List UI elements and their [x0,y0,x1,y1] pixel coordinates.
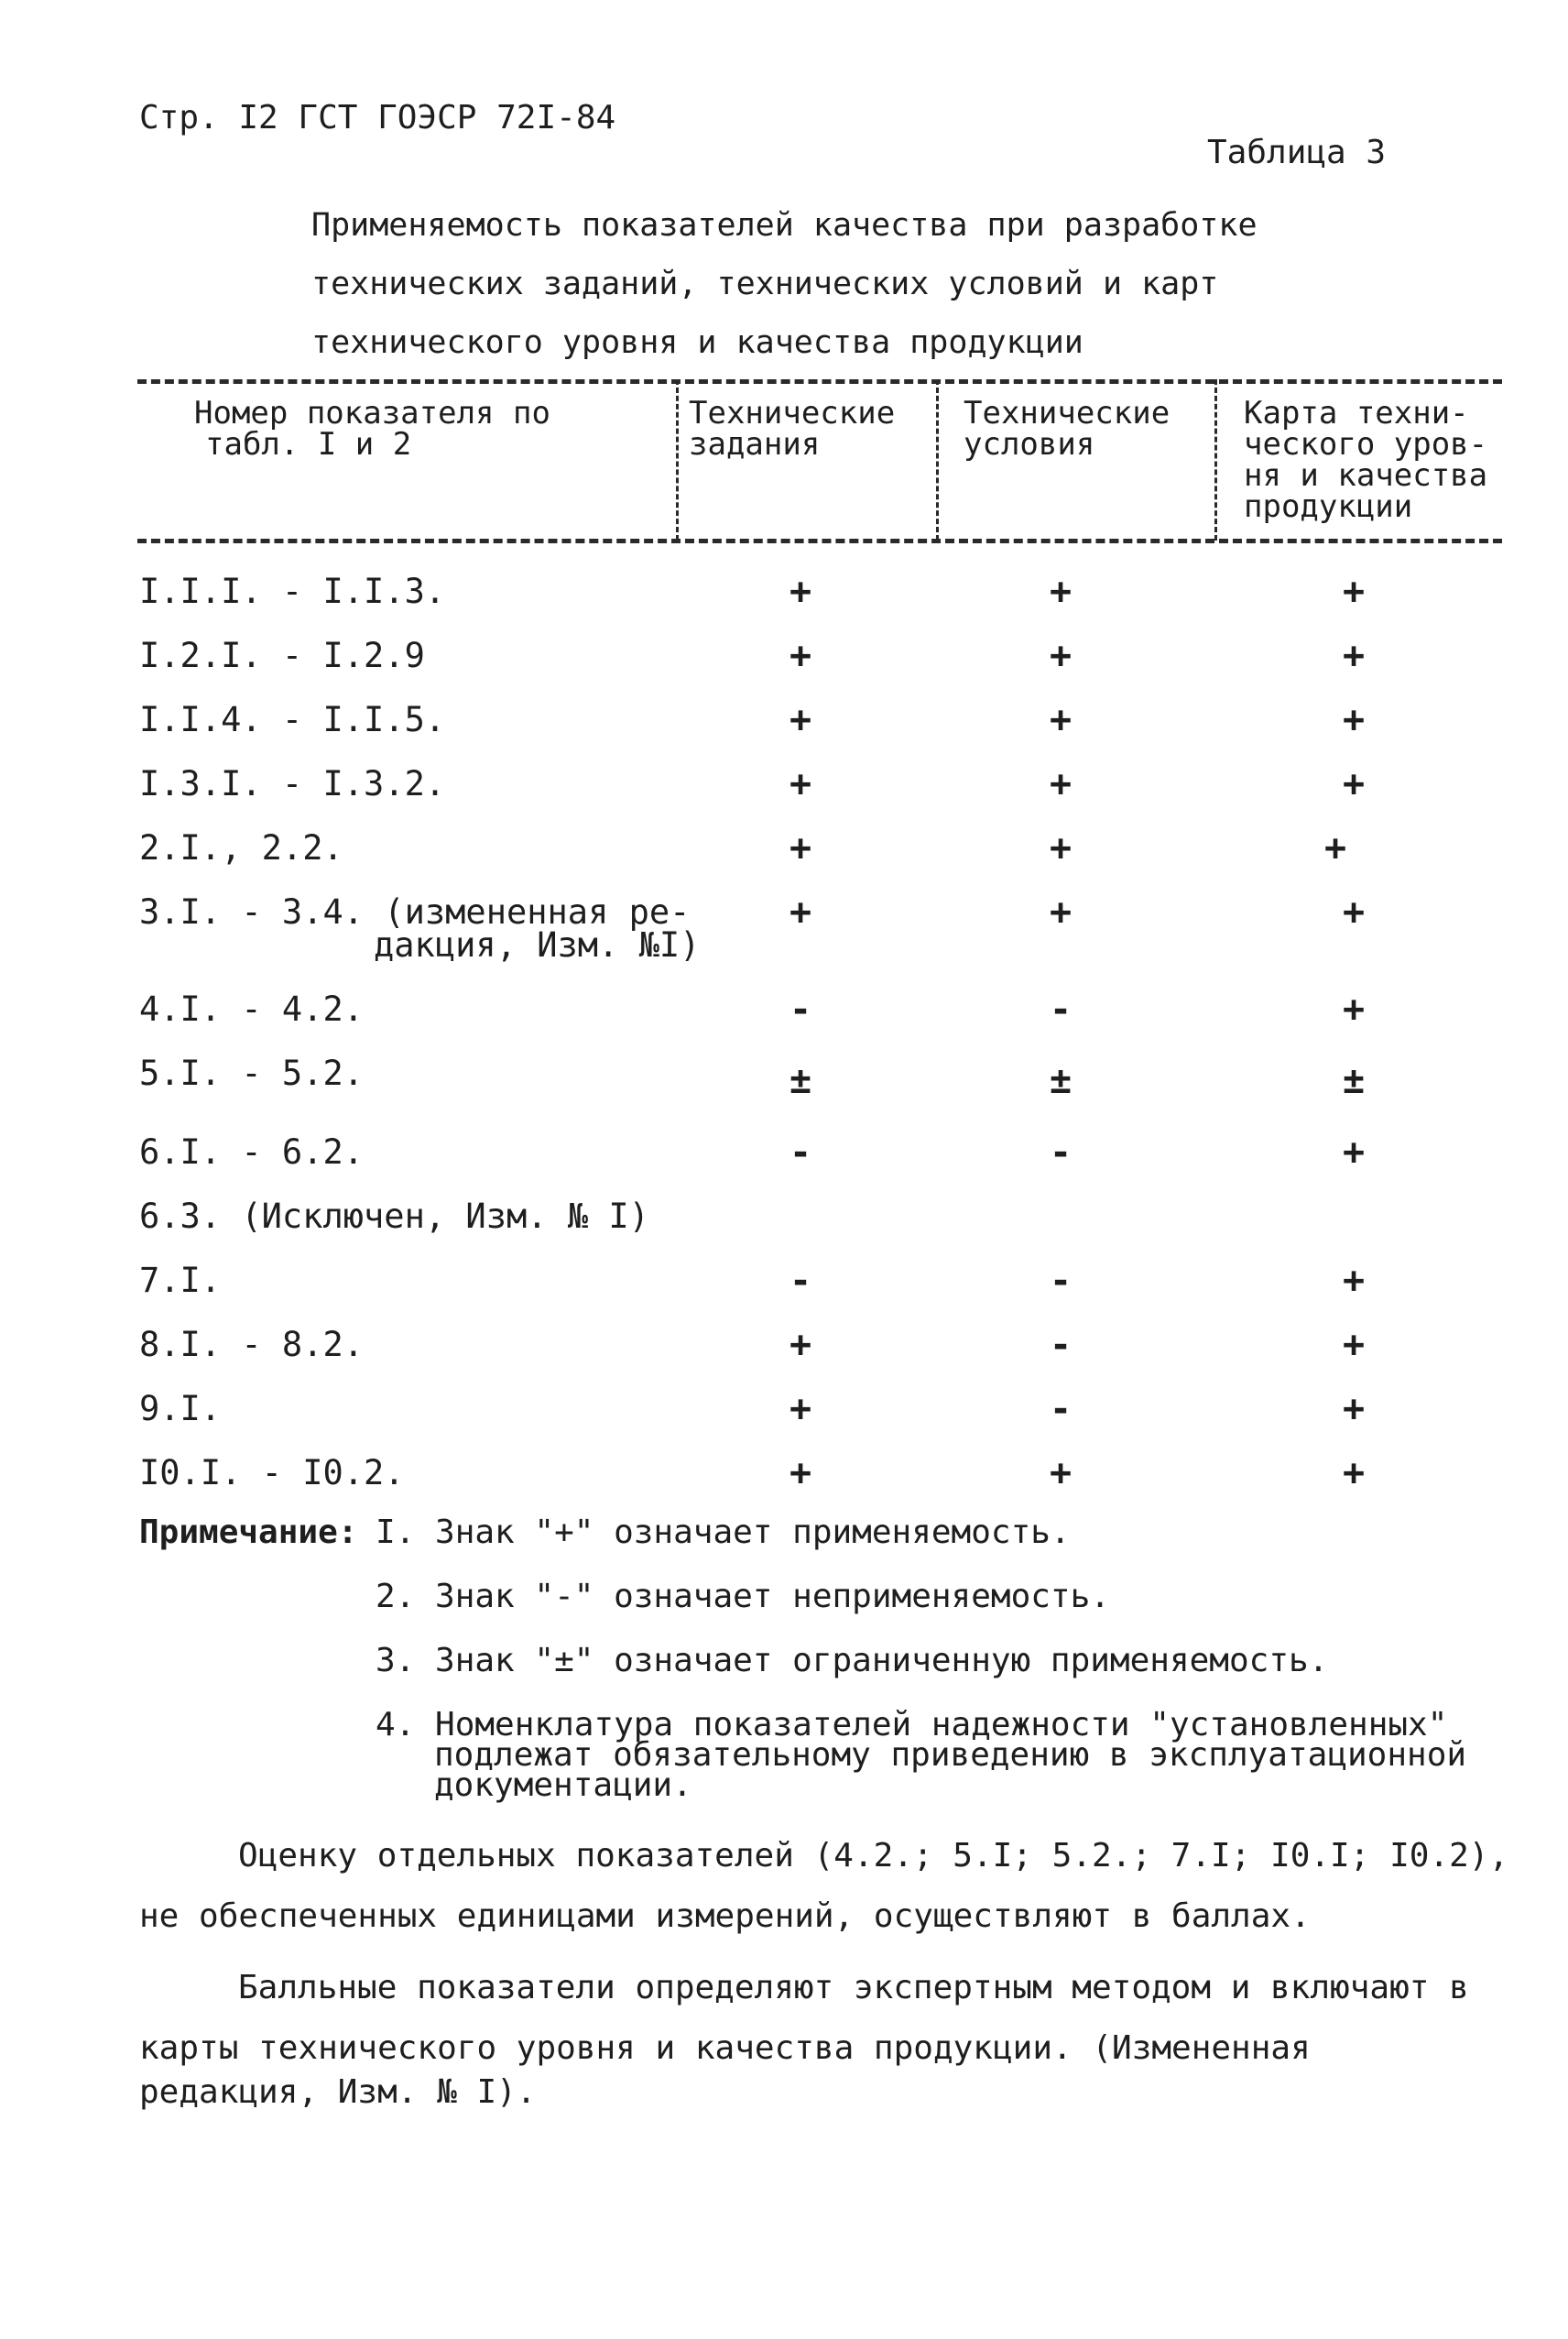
mark-tech-assignments: + [789,1324,812,1366]
mark-tech-conditions: ± [1049,1060,1073,1102]
paragraph-line: не обеспеченных единицами измерений, осуществляют в баллах. [139,1897,1311,1935]
mark-quality-card: + [1342,1324,1366,1366]
mark-quality-card: + [1342,763,1366,805]
mark-tech-conditions: + [1049,571,1073,613]
paragraph-line: Балльные показатели определяют экспертным методом и включают в [238,1969,1469,2006]
row-label: 2.I., 2.2. [139,828,343,868]
note-item: 4. Номенклатура показателей надежности "установленных" [376,1706,1448,1743]
row-label: 8.I. - 8.2. [139,1325,365,1364]
mark-quality-card: ± [1342,1060,1366,1102]
mark-quality-card: + [1342,891,1366,934]
mark-tech-assignments: + [789,891,812,934]
mark-quality-card: + [1342,1388,1366,1430]
caption-line: технического уровня и качества продукции [311,324,1083,361]
caption-line: Применяемость показателей качества при разработке [311,207,1258,244]
note-item: I. Знак "+" означает применяемость. [376,1514,1071,1551]
mark-tech-conditions: - [1049,1324,1073,1366]
mark-tech-assignments: ± [789,1060,812,1102]
row-label: I0.I. - I0.2. [139,1453,405,1492]
page-header: Стр. I2 ГСТ ГОЭСР 72I-84 [139,99,616,137]
row-label: 6.I. - 6.2. [139,1132,365,1172]
mark-tech-assignments: - [789,1131,812,1174]
column-divider [1214,379,1217,541]
mark-tech-conditions: - [1049,989,1073,1031]
row-label: 4.I. - 4.2. [139,989,365,1029]
row-label: I.3.I. - I.3.2. [139,764,446,803]
table-label: Таблица 3 [1207,134,1387,171]
header-technical-conditions: Технические условия [964,395,1171,463]
mark-quality-card: + [1342,635,1366,677]
mark-quality-card: + [1323,827,1347,869]
mark-tech-assignments: - [789,989,812,1031]
mark-tech-conditions: - [1049,1388,1073,1430]
mark-tech-conditions: - [1049,1131,1073,1174]
row-label: 3.I. - 3.4. (измененная ре- дакция, Изм. №I) [139,892,701,965]
row-label: I.I.4. - I.I.5. [139,700,446,739]
paragraph-line: Оценку отдельных показателей (4.2.; 5.I; 5.2.; 7.I; I0.I; I0.2), [238,1837,1509,1874]
mark-tech-assignments: + [789,1388,812,1430]
mark-tech-conditions: + [1049,1452,1073,1494]
paragraph-line: редакция, Изм. № I). [139,2073,537,2111]
mark-tech-conditions: + [1049,763,1073,805]
row-label: 6.3. (Исключен, Изм. № I) [139,1197,649,1236]
mark-quality-card: + [1342,571,1366,613]
paragraph-line: карты технического уровня и качества продукции. (Измененная [139,2029,1311,2067]
mark-tech-assignments: + [789,827,812,869]
row-label: I.2.I. - I.2.9 [139,636,425,675]
mark-quality-card: + [1342,989,1366,1031]
column-divider [676,379,679,541]
header-index: Номер показателя по табл. I и 2 [194,395,550,463]
row-label: 9.I. [139,1389,222,1428]
note-item-cont: подлежат обязательному приведению в эксплуатационной [434,1736,1467,1774]
note-item: 3. Знак "±" означает ограниченную применяемость. [376,1642,1329,1679]
table-header-bottom-rule [137,539,1502,543]
notes-heading: Примечание: [139,1514,358,1551]
header-quality-card: Карта техни- ческого уров- ня и качества продукции [1244,395,1488,525]
mark-quality-card: + [1342,1260,1366,1302]
mark-quality-card: + [1342,1452,1366,1494]
mark-quality-card: + [1342,699,1366,741]
table-top-rule [137,379,1502,384]
mark-tech-assignments: + [789,571,812,613]
mark-tech-assignments: + [789,763,812,805]
row-label: I.I.I. - I.I.3. [139,572,446,611]
mark-tech-assignments: + [789,1452,812,1494]
mark-tech-conditions: - [1049,1260,1073,1302]
mark-tech-assignments: - [789,1260,812,1302]
row-label: 5.I. - 5.2. [139,1054,365,1093]
note-item: 2. Знак "-" означает неприменяемость. [376,1578,1110,1615]
mark-tech-conditions: + [1049,635,1073,677]
column-divider [936,379,939,541]
row-label: 7.I. [139,1261,222,1300]
note-item-cont: документации. [434,1766,692,1804]
mark-tech-assignments: + [789,699,812,741]
mark-tech-assignments: + [789,635,812,677]
mark-quality-card: + [1342,1131,1366,1174]
header-technical-assignments: Технические задания [689,395,896,463]
mark-tech-conditions: + [1049,891,1073,934]
mark-tech-conditions: + [1049,699,1073,741]
mark-tech-conditions: + [1049,827,1073,869]
caption-line: технических заданий, технических условий и карт [311,266,1219,302]
table-caption [311,196,1410,372]
